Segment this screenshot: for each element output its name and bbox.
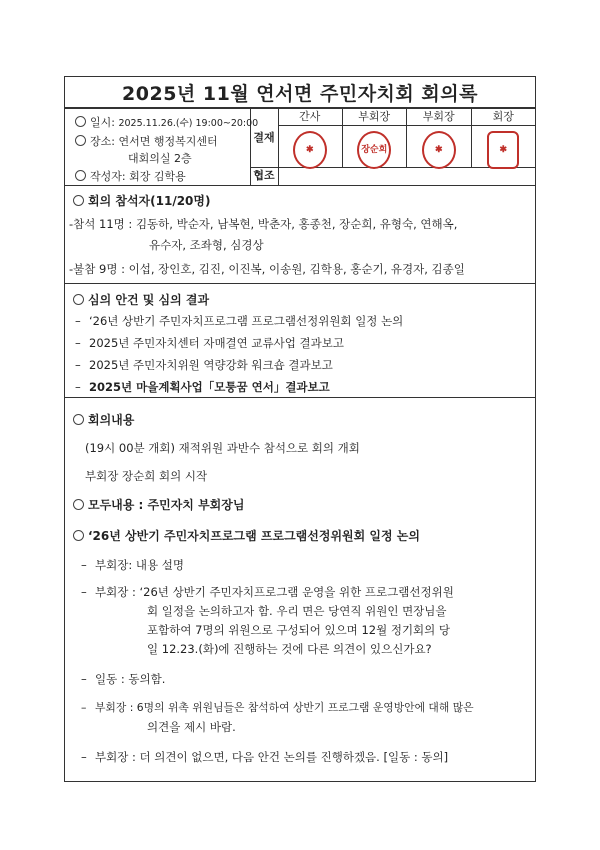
circle-bullet-icon — [73, 499, 84, 510]
place-row — [75, 133, 218, 149]
circle-bullet-icon — [75, 170, 86, 181]
role-label: 부회장 — [407, 109, 471, 126]
header-block — [65, 109, 535, 186]
approval-col-vice1 — [343, 109, 408, 167]
discussion-line: – 부회장 : 더 의견이 없으면, 다음 안건 논의를 진행하겠음. [일동 : 동의] — [81, 750, 449, 764]
circle-bullet-icon — [73, 195, 84, 206]
role-label: 간사 — [278, 109, 342, 126]
agenda-section — [65, 283, 535, 398]
present-names-2: 유수자, 조좌형, 심경상 — [149, 238, 264, 252]
agenda-item: – 2025년 주민자치센터 자매결연 교류사업 결과보고 — [75, 336, 344, 350]
date-label: 일시: — [90, 116, 115, 129]
document-title: 2025년 11월 연서면 주민자치회 회의록 — [64, 76, 536, 108]
circle-bullet-icon — [73, 294, 84, 305]
discussion-line: – 부회장 : ‘26년 상반기 주민자치프로그램 운영을 위한 프로그램선정위원 — [81, 585, 454, 599]
cooperation-label: 협조 — [250, 167, 279, 185]
discussion-line: 회 일정을 논의하고자 함. 우리 면은 당연직 위원인 면장님을 — [147, 604, 447, 618]
approval-col-chair — [472, 109, 536, 167]
present-label: -참석 11명 : — [69, 217, 133, 231]
discussion-line: 일 12.23.(화)에 진행하는 것에 다른 의견이 있으신가요? — [147, 642, 432, 656]
discussion-line: – 부회장: 내용 설명 — [81, 558, 184, 572]
role-label: 회장 — [472, 109, 536, 126]
place-row-2 — [128, 150, 192, 166]
place-value-2: 대회의실 2층 — [128, 152, 192, 165]
minutes-frame — [64, 108, 536, 782]
discussion-line: – 일동 : 동의함. — [81, 672, 166, 686]
date-row — [75, 114, 258, 130]
present-names: 김동하, 박순자, 남복현, 박춘자, 홍종천, 장순희, 유형숙, 연해옥, — [135, 217, 458, 231]
author-row — [75, 168, 186, 184]
discussion-line: – 부회장 : 6명의 위촉 위원님들은 참석하여 상반기 프로그램 운영방안에 대해 많은 — [81, 701, 474, 714]
circle-bullet-icon — [73, 530, 84, 541]
meeting-info — [65, 109, 259, 185]
approval-columns — [278, 109, 535, 168]
discussion-line: 포함하여 7명의 위원으로 구성되어 있으며 12월 정기회의 당 — [147, 623, 451, 637]
date-value: 2025.11.26.(수) 19:00~20:00 — [118, 118, 259, 129]
agenda-item: – 2025년 주민자치위원 역량강화 워크숍 결과보고 — [75, 358, 333, 372]
seal-stamp-icon: ✱ — [422, 131, 456, 169]
seal-stamp-icon: 장순희 — [357, 131, 391, 169]
content-line: (19시 00분 개회) 재적위원 과반수 참석으로 회의 개회 — [85, 441, 360, 455]
circle-bullet-icon — [73, 414, 84, 425]
place-value: 연서면 행정복지센터 — [118, 135, 218, 148]
circle-bullet-icon — [75, 116, 86, 127]
author-label: 작성자: — [90, 170, 126, 183]
place-label: 장소: — [90, 135, 115, 148]
attendees-section — [65, 185, 535, 284]
topic-heading: ‘26년 상반기 주민자치프로그램 프로그램선정위원회 일정 논의 — [73, 527, 420, 544]
seal-stamp-icon: ✱ — [487, 131, 519, 169]
content-heading: 회의내용 — [73, 411, 134, 428]
attendees-heading: 회의 참석자(11/20명) — [73, 192, 210, 209]
role-label: 부회장 — [343, 109, 407, 126]
circle-bullet-icon — [75, 135, 86, 146]
opening-heading: 모두내용 : 주민자치 부회장님 — [73, 496, 244, 513]
content-line: 부회장 장순희 회의 시작 — [85, 469, 208, 483]
absent-label: -불참 9명 : — [69, 262, 125, 276]
author-value: 회장 김학용 — [129, 170, 186, 183]
seal-stamp-icon: ✱ — [293, 131, 327, 169]
content-section — [65, 397, 535, 781]
approval-col-secretary — [278, 109, 343, 167]
discussion-line: 의견을 제시 바람. — [147, 720, 236, 734]
present-row — [69, 216, 457, 232]
approval-label: 결재 — [250, 109, 279, 168]
agenda-item: – ‘26년 상반기 주민자치프로그램 프로그램선정위원회 일정 논의 — [75, 314, 404, 328]
agenda-item: – 2025년 마을계획사업「모퉁꿈 연서」결과보고 — [75, 380, 330, 394]
approval-table — [250, 109, 535, 185]
agenda-heading: 심의 안건 및 심의 결과 — [73, 291, 209, 308]
absent-names: 이섭, 장인호, 김진, 이진복, 이송원, 김학용, 홍순기, 유경자, 김종일 — [128, 262, 465, 276]
approval-col-vice2 — [407, 109, 472, 167]
absent-row — [69, 261, 465, 277]
